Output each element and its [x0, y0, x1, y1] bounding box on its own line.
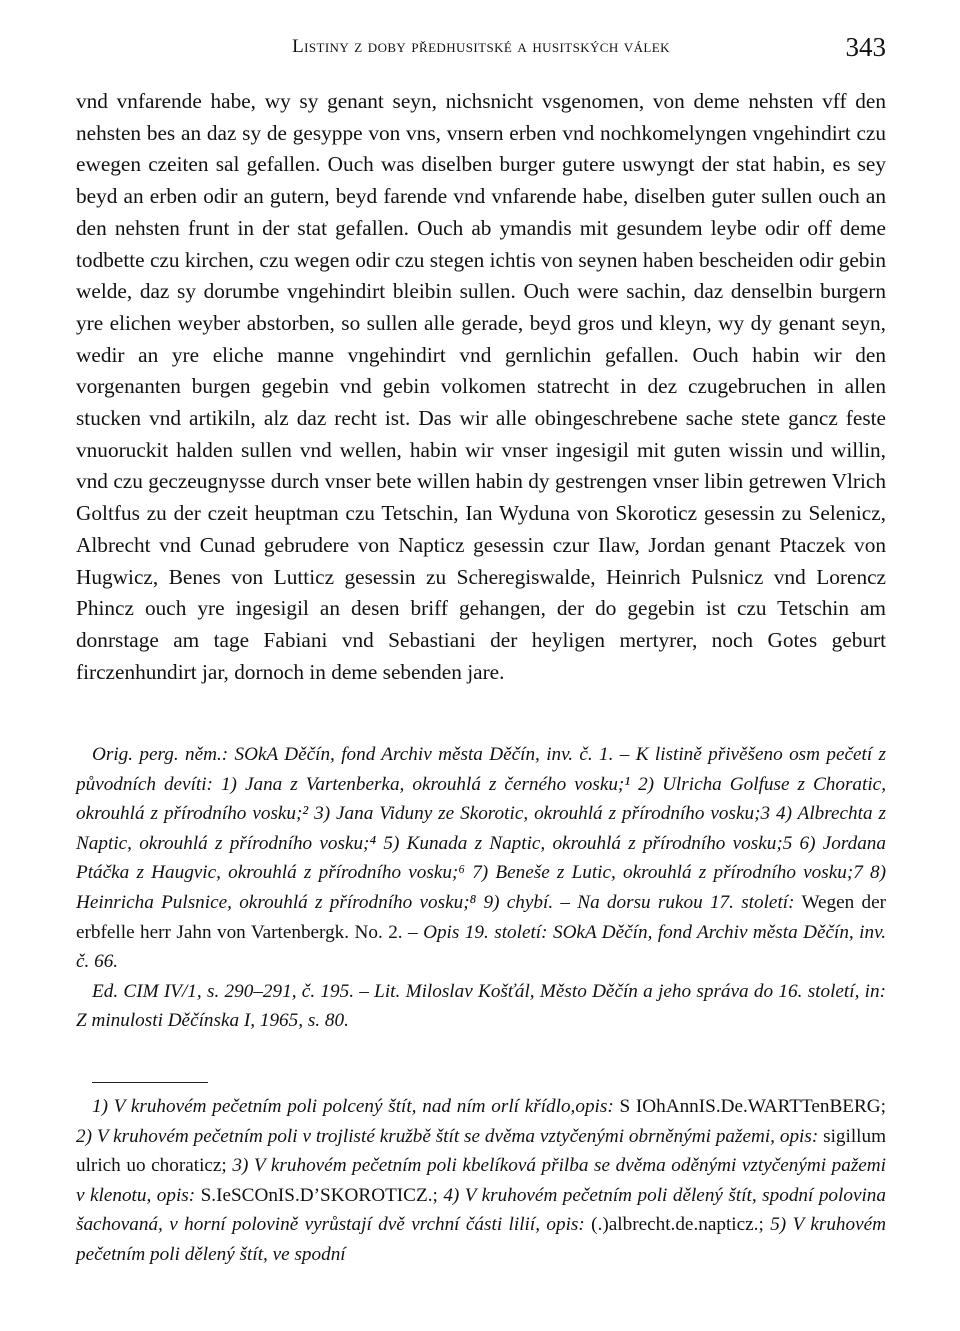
footnote-4-description: 4) V kruhovém pečetním poli dělený štít, spodní polovina šachovaná, v horní polovině vyrůstají dvě vrchní části lilií, opis:: [76, 1184, 886, 1236]
footnote-3-description: 3) V kruhovém pečetním poli kbelíková přilba se dvěma oděnými vztyčenými pažemi v klenotu, opis:: [76, 1155, 886, 1206]
footnote-1-legend: S IOhAnnIS.De.WARTTenBERG;: [613, 1096, 886, 1117]
footnote-separator: [92, 1082, 208, 1083]
footnote-2-legend: sigillum ulrich uo choraticz;: [76, 1125, 887, 1177]
footnote-paragraph: [76, 1092, 886, 1270]
archival-notes: [76, 740, 886, 1036]
footnote-1-description: 1) V kruhovém pečetním poli polcený štít, nad ním orlí křídlo,opis:: [92, 1096, 614, 1117]
source-note: [76, 740, 886, 977]
running-title: Listiny z doby předhusitské a husitských válek: [292, 36, 670, 57]
copy-note: Opis 19. století: SOkA Děčín, fond Archiv města Děčín, inv. č. 66.: [76, 921, 886, 973]
footnote-5-description: 5) V kruhovém pečetním poli dělený štít, ve spodní: [76, 1214, 886, 1265]
running-head: [76, 30, 886, 70]
footnote-3-legend: S.IeSCOnIS.D’SKOROTICZ.;: [195, 1184, 444, 1206]
edition-literature-note: Ed. CIM IV/1, s. 290–291, č. 195. – Lit. Miloslav Košťál, Město Děčín a jeho správa do 16. století, in: Z minulosti Děčínska I, 1965, s. 80.: [76, 980, 886, 1032]
footnote-2-description: 2) V kruhovém pečetním poli v trojlisté kružbě štít se dvěma vztyčenými obrněnými pažemi, opis:: [76, 1125, 819, 1147]
charter-text: vnd vnfarende habe, wy sy genant seyn, nichsnicht vsgenomen, von deme nehsten vff den nehsten bes an daz sy de gesyppe von vns, vnsern erben vnd nochkomelyngen vngehindirt czu ewegen czeiten sal gefallen. Ouch was diselben burger gutere uswyngt der stat habin, es sey beyd an erben odir an gutern, beyd farende vnd vnfarende habe, diselben guter sullen ouch an den nehsten frunt in der stat gefallen. Ouch ab ymandis mit gesundem leybe odir off deme todbette czu kirchen, czu wegen odir czu stegen ichtis von seynen haben bescheiden odir gebin welde, daz sy dorumbe vngehindirt bleibin sullen. Ouch were sachin, daz denselbin burgern yre elichen weyber abstorben, so sullen alle gerade, beyd gros und kleyn, wy dy genant seyn, wedir an yre eliche manne vngehindirt vnd gernlichin gefallen. Ouch habin wir den vorgenanten burgen gegebin vnd gebin volkomen statrecht in dez czugebruchen in allen stucken vnd artikiln, alz daz recht ist. Das wir alle obingeschrebene sache stete gancz feste vnuoruckit halden sullen vnd wellen, habin wir vnser ingesigil mit guten wissin und willin, vnd czu geczeugnysse durch vnser bete willen habin dy gestrengen vnser libin getrewen Vlrich Goltfus zu der czeit heuptman czu Tetschin, Ian Wyduna von Skoroticz gesessin zu Selenicz, Albrecht vnd Cunad gebrudere von Napticz gesessin czur Ilaw, Jordan genant Ptaczek von Hugwicz, Benes von Lutticz gesessin zu Scheregiswalde, Heinrich Pulsnicz vnd Lorencz Phincz ouch yre ingesigil an desen briff gehangen, der do gegebin ist czu Tetschin am donrstage am tage Fabiani vnd Sebastiani der heyligen mertyrer, noch Gotes geburt firczenhundirt jar, dornoch in deme sebenden jare.: [76, 89, 886, 684]
footnotes: [76, 1092, 886, 1270]
page-number: 343: [845, 32, 886, 62]
footnote-4-legend: (.)albrecht.de.napticz.;: [584, 1214, 771, 1236]
source-note-description: Orig. perg. něm.: SOkA Děčín, fond Archiv města Děčín, inv. č. 1. – K listině přivěšeno osm pečetí z původních devíti: 1) Jana z Vartenberka, okrouhlá z černého vosku;¹ 2) Ulricha Golfuse z Choratic, okrouhlá z přírodního vosku;² 3) Jana Viduny ze Skorotic, okrouhlá z přírodního vosku;3 4) Albrechta z Naptic, okrouhlá z přírodního vosku;⁴ 5) Kunada z Naptic, okrouhlá z přírodního vosku;5 6) Jordana Ptáčka z Haugvic, okrouhlá z přírodního vosku;⁶ 7) Beneše z Lutic, okrouhlá z přírodního vosku;7 8) Heinricha Pulsnice, okrouhlá z přírodního vosku;⁸ 9) chybí. – Na dorsu rukou 17. století:: [76, 744, 886, 913]
dorsal-inscription: Wegen der erbfelle herr Jahn von Vartenbergk. No. 2. –: [76, 891, 887, 943]
